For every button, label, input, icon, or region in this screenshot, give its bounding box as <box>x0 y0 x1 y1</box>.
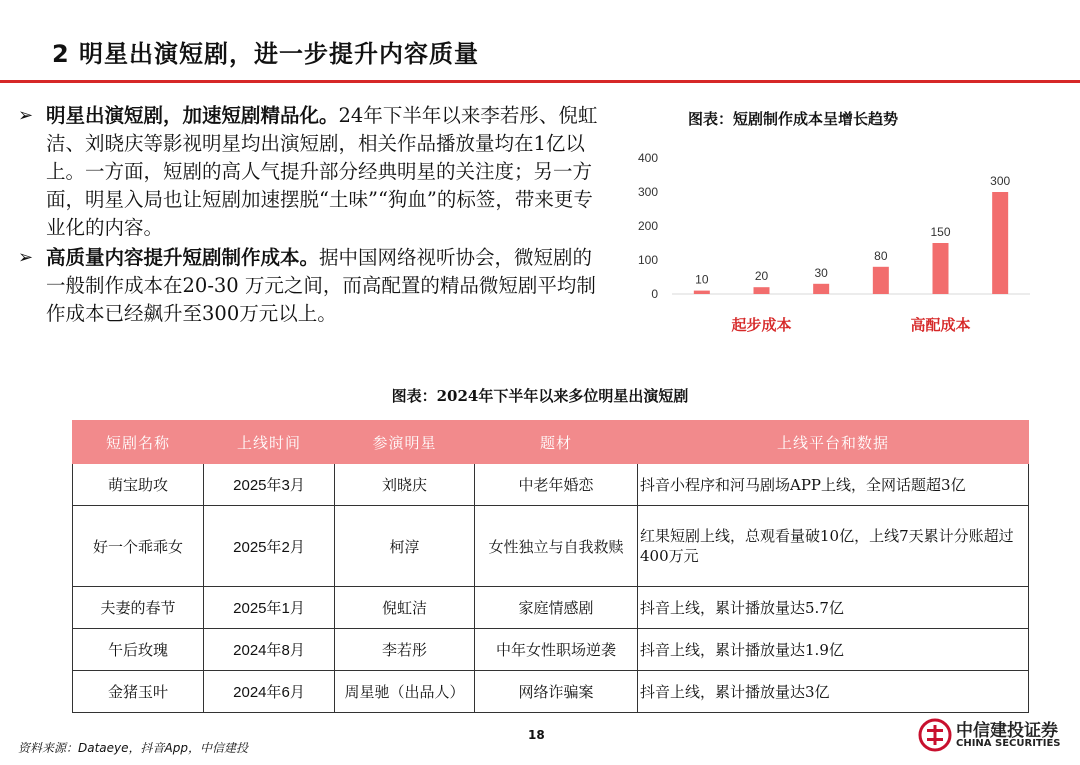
group-label: 起步成本 <box>731 316 792 334</box>
bar <box>694 291 710 294</box>
title-divider <box>0 80 1080 83</box>
star-cell: 周星驰（出品人） <box>335 671 475 713</box>
star-cell: 倪虹洁 <box>335 587 475 629</box>
arrow-bullet-icon: ➢ <box>18 247 34 268</box>
page-title: 2 明星出演短剧，进一步提升内容质量 <box>52 40 480 68</box>
bullet-lead: 高质量内容提升短剧制作成本。 <box>46 246 320 269</box>
bar <box>873 267 889 294</box>
table-row <box>73 629 1029 671</box>
table-title: 图表：2024年下半年以来多位明星出演短剧 <box>391 387 689 405</box>
genre-cell: 中年女性职场逆袭 <box>475 629 638 671</box>
y-tick-label: 200 <box>637 219 658 233</box>
bullet-lead: 明星出演短剧，加速短剧精品化。 <box>46 104 339 127</box>
genre-cell: 女性独立与自我救赎 <box>475 506 638 587</box>
table-row <box>73 464 1029 506</box>
column-header: 上线时间 <box>204 421 335 464</box>
logo-text-en: CHINA SECURITIES <box>956 738 1061 749</box>
release-date-cell: 2024年8月 <box>204 629 335 671</box>
platform-data-cell: 抖音小程序和河马剧场APP上线，全网话题超3亿 <box>638 464 1029 506</box>
arrow-bullet-icon: ➢ <box>18 105 34 126</box>
release-date-cell: 2024年6月 <box>204 671 335 713</box>
page-number: 18 <box>528 728 545 742</box>
drama-name-cell: 金猪玉叶 <box>73 671 204 713</box>
platform-data-cell: 抖音上线，累计播放量达3亿 <box>638 671 1029 713</box>
bullet-body: 24年下半年以来李若彤、倪虹洁、刘晓庆等影视明星均出演短剧，相关作品播放量均在1亿以上。一方面，短剧的高人气提升部分经典明星的关注度；另一方面，明星入局也让短剧加速摆脱“土味”“狗血”的标签，带来更专业化的内容。 <box>46 104 598 239</box>
drama-name-cell: 萌宝助攻 <box>73 464 204 506</box>
citic-securities-logo <box>918 716 1068 756</box>
bar-value-label: 20 <box>754 269 769 284</box>
drama-name-cell: 午后玫瑰 <box>73 629 204 671</box>
column-header: 题材 <box>475 421 638 464</box>
bullet-list <box>18 102 598 328</box>
star-cell: 柯淳 <box>335 506 475 587</box>
column-header: 上线平台和数据 <box>638 421 1029 464</box>
release-date-cell: 2025年2月 <box>204 506 335 587</box>
column-header: 短剧名称 <box>73 421 204 464</box>
bar <box>992 192 1008 294</box>
drama-name-cell: 好一个乖乖女 <box>73 506 204 587</box>
release-date-cell: 2025年3月 <box>204 464 335 506</box>
platform-data-cell: 红果短剧上线，总观看量破10亿，上线7天累计分账超过400万元 <box>638 506 1029 587</box>
bar-value-label: 10 <box>695 272 709 287</box>
y-tick-label: 300 <box>637 185 658 199</box>
drama-name-cell: 夫妻的春节 <box>73 587 204 629</box>
platform-data-cell: 抖音上线，累计播放量达1.9亿 <box>638 629 1029 671</box>
bullet-item <box>18 244 598 328</box>
star-cell: 李若彤 <box>335 629 475 671</box>
bar-value-label: 80 <box>874 248 888 263</box>
source-note: 资料来源：Dataeye，抖音App，中信建投 <box>18 741 248 755</box>
bar <box>933 243 949 294</box>
drama-table <box>72 420 1029 713</box>
platform-data-cell: 抖音上线，累计播放量达5.7亿 <box>638 587 1029 629</box>
genre-cell: 中老年婚恋 <box>475 464 638 506</box>
citic-logo-icon <box>918 718 952 752</box>
table-header-row <box>73 421 1029 464</box>
logo-text-cn: 中信建投证券 <box>956 721 1058 741</box>
bar <box>754 287 770 294</box>
bullet-item <box>18 102 598 242</box>
star-cell: 刘晓庆 <box>335 464 475 506</box>
cost-bar-chart <box>620 140 1040 350</box>
y-tick-label: 100 <box>637 253 658 267</box>
chart-title: 图表：短剧制作成本呈增长趋势 <box>688 110 899 128</box>
bar <box>813 284 829 294</box>
y-tick-label: 0 <box>651 287 658 301</box>
genre-cell: 网络诈骗案 <box>475 671 638 713</box>
bullet-body: 据中国网络视听协会，微短剧的一般制作成本在20-30 万元之间，而高配置的精品微短剧平均制作成本已经飙升至300万元以上。 <box>46 246 596 325</box>
table-row <box>73 671 1029 713</box>
bar-value-label: 150 <box>930 225 951 239</box>
bar-value-label: 300 <box>990 174 1011 188</box>
table-row <box>73 587 1029 629</box>
release-date-cell: 2025年1月 <box>204 587 335 629</box>
genre-cell: 家庭情感剧 <box>475 587 638 629</box>
group-label: 高配成本 <box>910 316 971 334</box>
column-header: 参演明星 <box>335 421 475 464</box>
y-tick-label: 400 <box>637 151 658 165</box>
bar-value-label: 30 <box>814 265 828 280</box>
table-row <box>73 506 1029 587</box>
